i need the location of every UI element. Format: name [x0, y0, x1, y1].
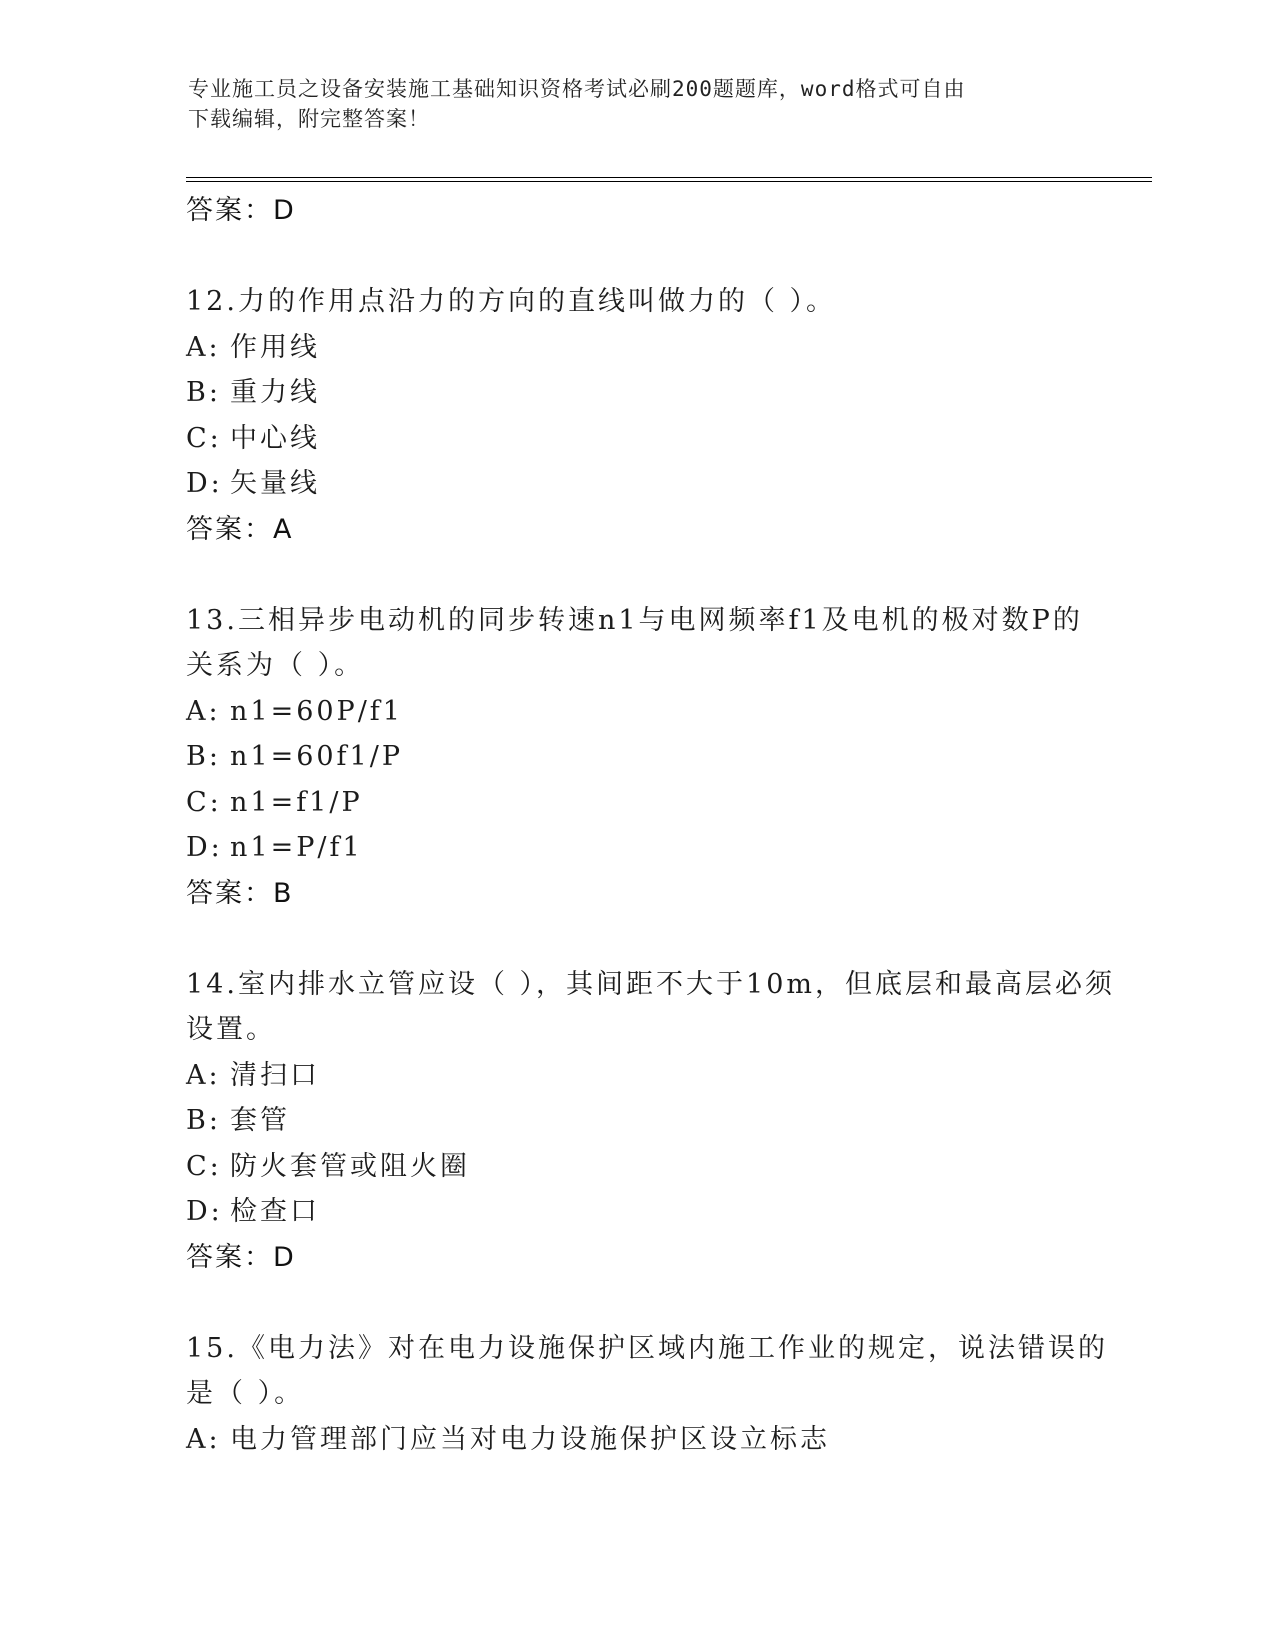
spacer: [186, 1280, 1086, 1326]
option-label: C:: [186, 1150, 222, 1182]
question-block: [186, 279, 1086, 552]
option-b: [186, 370, 1086, 416]
question-stem-continued: 是（ ）。: [186, 1378, 305, 1409]
option-label: B:: [186, 741, 221, 772]
option-text: n1=60P/f1: [230, 695, 403, 727]
header-rule-bottom: [186, 181, 1152, 182]
answer: 答案：A: [186, 513, 294, 545]
header-line-1: 专业施工员之设备安装施工基础知识资格考试必刷200题题库，word格式可自由: [188, 77, 966, 101]
option-b: [186, 734, 1086, 780]
option-c: [186, 1144, 1086, 1190]
option-b: [186, 1098, 1086, 1144]
question-stem: 15.《电力法》对在电力设施保护区域内施工作业的规定，说法错误的: [186, 1332, 1108, 1364]
document-header: [188, 74, 1068, 134]
spacer: [186, 234, 1086, 280]
answer: 答案：D: [186, 1241, 296, 1273]
question-block: [186, 962, 1115, 1281]
option-text: 重力线: [230, 377, 320, 408]
question-stem: 13.三相异步电动机的同步转速n1与电网频率f1及电机的极对数P的: [186, 604, 1083, 636]
header-rule-top: [186, 177, 1152, 178]
option-text: 矢量线: [230, 468, 320, 499]
question-content: [186, 188, 1115, 1462]
previous-answer: 答案：D: [186, 195, 296, 226]
option-a: [186, 1053, 1086, 1099]
option-text: 中心线: [230, 422, 320, 454]
question-stem: 14.室内排水立管应设（ ），其间距不大于10m，但底层和最高层必须: [186, 968, 1115, 1000]
option-text: 作用线: [230, 331, 320, 363]
option-d: [186, 825, 1086, 871]
option-label: C:: [186, 786, 222, 818]
option-a: [186, 325, 1086, 371]
option-label: A:: [186, 1059, 221, 1091]
option-text: 清扫口: [230, 1059, 320, 1091]
question-stem-continued: 关系为（ ）。: [186, 650, 365, 681]
header-line-2: 下载编辑，附完整答案！: [188, 107, 430, 131]
option-text: n1=60f1/P: [230, 741, 403, 772]
option-label: D:: [186, 1196, 223, 1227]
question-block: [186, 598, 1086, 917]
option-label: D:: [186, 468, 223, 499]
option-d: [186, 461, 1086, 507]
spacer: [186, 916, 1086, 962]
option-text: 电力管理部门应当对电力设施保护区设立标志: [230, 1423, 830, 1455]
option-label: A:: [186, 1423, 221, 1455]
question-block: [186, 1326, 1108, 1463]
option-label: B:: [186, 377, 221, 408]
option-label: A:: [186, 331, 221, 363]
option-text: n1=f1/P: [230, 786, 363, 818]
option-label: B:: [186, 1105, 221, 1136]
option-text: 防火套管或阻火圈: [230, 1150, 470, 1182]
option-label: A:: [186, 695, 221, 727]
option-text: 套管: [230, 1105, 290, 1136]
option-label: C:: [186, 422, 222, 454]
option-c: [186, 416, 1086, 462]
question-stem: 12.力的作用点沿力的方向的直线叫做力的（ ）。: [186, 286, 837, 317]
option-text: 检查口: [230, 1196, 320, 1227]
option-label: D:: [186, 832, 223, 863]
option-a: [186, 1417, 1086, 1463]
option-a: [186, 689, 1086, 735]
answer: 答案：B: [186, 877, 294, 909]
option-c: [186, 780, 1086, 826]
spacer: [186, 552, 1086, 598]
option-d: [186, 1189, 1086, 1235]
option-text: n1=P/f1: [230, 832, 363, 863]
question-stem-continued: 设置。: [186, 1014, 276, 1045]
